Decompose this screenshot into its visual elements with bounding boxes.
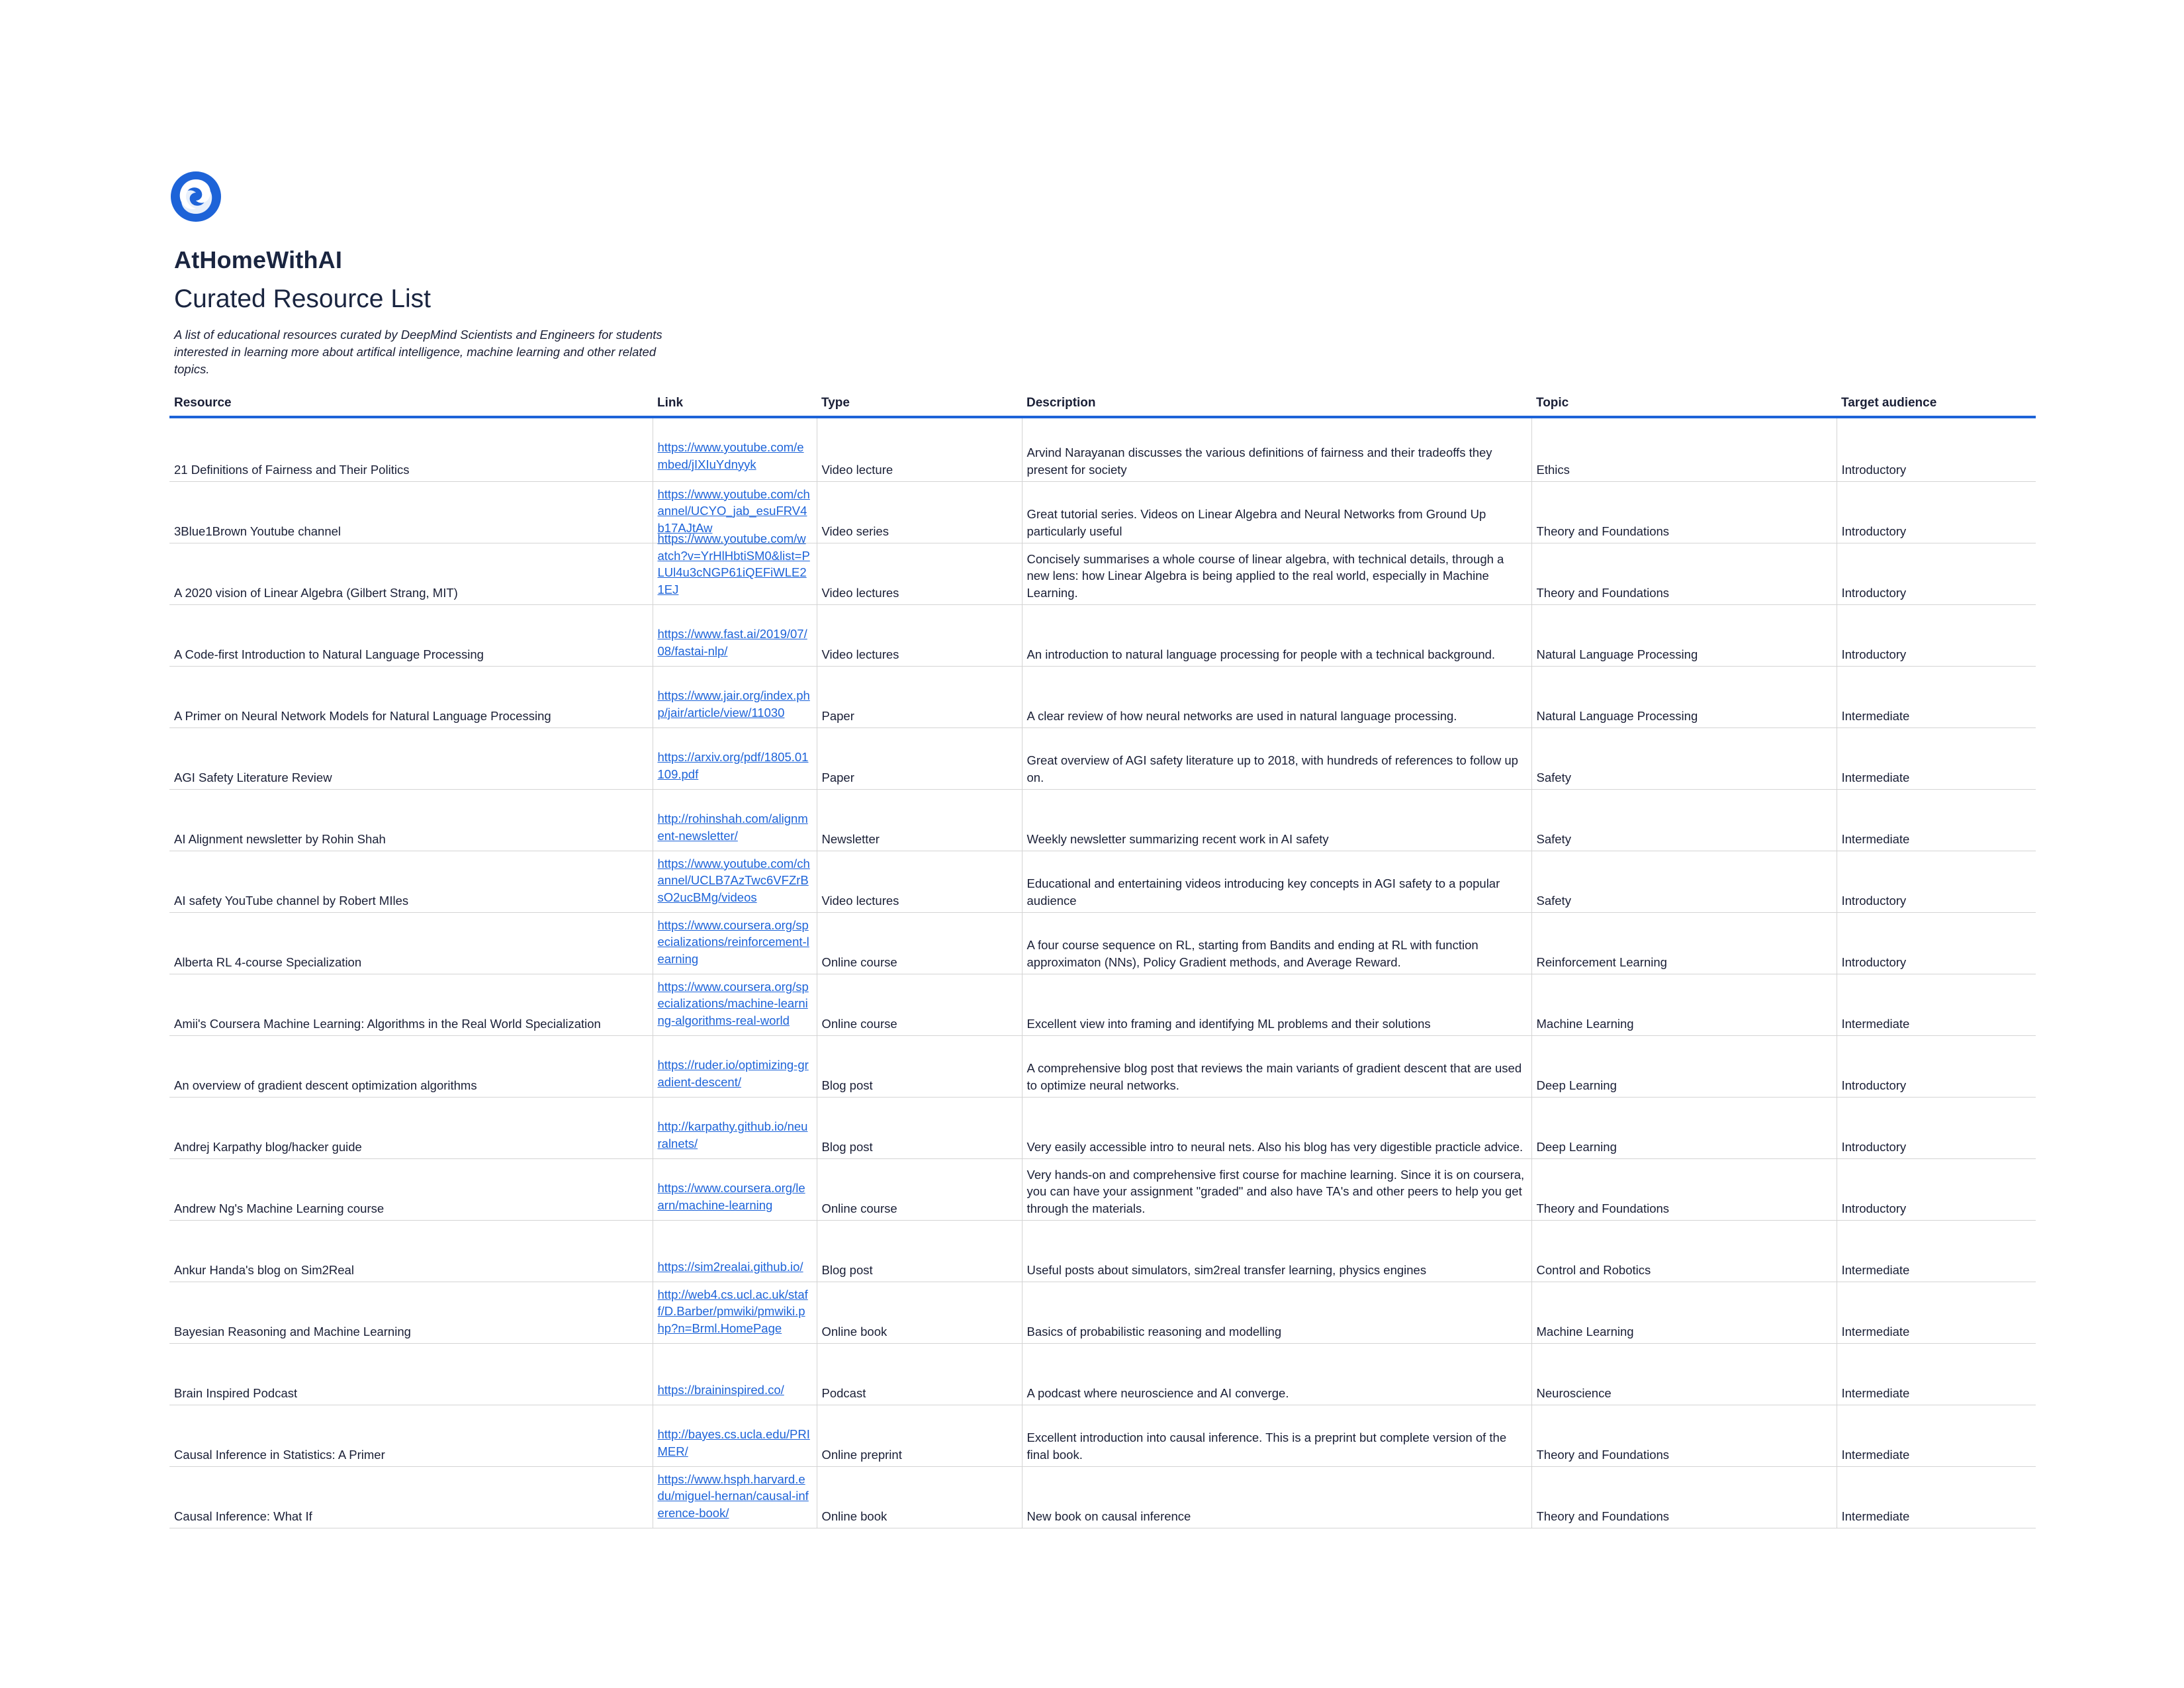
- link-cell: [653, 667, 817, 728]
- link-cell: [653, 532, 817, 605]
- description-cell: [1022, 417, 1531, 482]
- resource-link[interactable]: http://bayes.cs.ucla.edu/PRIMER/: [657, 1427, 810, 1458]
- description-cell: [1022, 1036, 1531, 1098]
- description-cell: [1022, 1098, 1531, 1159]
- topic-cell: [1531, 667, 1837, 728]
- audience-cell-text: Introductory: [1841, 585, 1907, 600]
- audience-cell-text: Intermediate: [1841, 1509, 1910, 1523]
- resource-cell: [169, 1405, 653, 1467]
- type-cell-text: Paper: [821, 708, 854, 723]
- topic-cell: [1531, 913, 1837, 974]
- link-cell: [653, 1036, 817, 1098]
- resource-cell: [169, 1036, 653, 1098]
- topic-cell-text: Theory and Foundations: [1536, 1201, 1670, 1215]
- topic-cell-text: Deep Learning: [1536, 1078, 1617, 1092]
- audience-cell-text: Introductory: [1841, 462, 1907, 477]
- type-cell-text: Video lectures: [821, 893, 899, 908]
- topic-cell-text: Deep Learning: [1536, 1139, 1617, 1154]
- resource-link[interactable]: http://web4.cs.ucl.ac.uk/staff/D.Barber/pmwiki/pmwiki.php?n=Brml.HomePage: [657, 1287, 808, 1335]
- type-cell-text: Online book: [821, 1324, 887, 1338]
- topic-cell: [1531, 417, 1837, 482]
- type-cell-text: Video lecture: [821, 462, 893, 477]
- resource-cell-text: Bayesian Reasoning and Machine Learning: [174, 1324, 411, 1338]
- description-cell-text: Basics of probabilistic reasoning and modelling: [1026, 1324, 1282, 1338]
- audience-cell: [1837, 1405, 2036, 1467]
- resource-table: [169, 395, 2036, 1528]
- description-cell: [1022, 1344, 1531, 1405]
- resource-cell: [169, 605, 653, 667]
- type-cell-text: Blog post: [821, 1078, 873, 1092]
- description-cell-text: A podcast where neuroscience and AI converge.: [1026, 1385, 1289, 1400]
- description-cell: [1022, 482, 1531, 543]
- description-cell: [1022, 728, 1531, 790]
- topic-cell: [1531, 974, 1837, 1036]
- resource-link[interactable]: https://ruder.io/optimizing-gradient-descent/: [657, 1058, 809, 1089]
- resource-link[interactable]: https://www.youtube.com/embed/jIXIuYdnyyk: [657, 440, 804, 471]
- audience-cell: [1837, 974, 2036, 1036]
- description-cell: [1022, 790, 1531, 851]
- description-cell-text: Weekly newsletter summarizing recent work in AI safety: [1026, 831, 1329, 846]
- resource-cell-text: Alberta RL 4-course Specialization: [174, 955, 362, 969]
- topic-cell: [1531, 1036, 1837, 1098]
- type-cell-text: Video lectures: [821, 647, 899, 661]
- table-row: [169, 790, 2036, 851]
- audience-cell-text: Introductory: [1841, 1201, 1907, 1215]
- description-cell-text: Excellent view into framing and identifying ML problems and their solutions: [1026, 1016, 1431, 1031]
- topic-cell: [1531, 482, 1837, 543]
- table-row: [169, 913, 2036, 974]
- table-row: [169, 482, 2036, 543]
- type-cell-text: Online course: [821, 1201, 897, 1215]
- topic-cell-text: Natural Language Processing: [1536, 647, 1698, 661]
- description-cell: [1022, 1467, 1531, 1528]
- resource-cell: [169, 728, 653, 790]
- topic-cell: [1531, 1467, 1837, 1528]
- audience-cell: [1837, 1221, 2036, 1282]
- audience-cell: [1837, 1098, 2036, 1159]
- table-row: [169, 1221, 2036, 1282]
- resource-cell-text: Amii's Coursera Machine Learning: Algorithms in the Real World Specialization: [174, 1016, 601, 1031]
- resource-cell-text: An overview of gradient descent optimization algorithms: [174, 1078, 477, 1092]
- resource-cell: [169, 1344, 653, 1405]
- link-cell: [653, 851, 817, 913]
- type-cell-text: Video series: [821, 524, 889, 538]
- description-cell-text: A comprehensive blog post that reviews the main variants of gradient descent that are used to optimize neural networks.: [1026, 1061, 1522, 1092]
- resource-link[interactable]: https://www.youtube.com/channel/UCLB7AzTwc6VFZrBsO2ucBMg/videos: [657, 856, 810, 904]
- description-cell-text: Great tutorial series. Videos on Linear Algebra and Neural Networks from Ground Up particularly useful: [1026, 507, 1486, 538]
- type-cell: [817, 605, 1022, 667]
- table-header-row: [169, 395, 2036, 417]
- type-cell-text: Online course: [821, 1016, 897, 1031]
- type-cell: [817, 482, 1022, 543]
- table-row: [169, 1098, 2036, 1159]
- link-cell: [653, 913, 817, 974]
- type-cell: [817, 974, 1022, 1036]
- link-cell: [653, 1221, 817, 1282]
- type-cell: [817, 1405, 1022, 1467]
- table-row: [169, 667, 2036, 728]
- resource-cell: [169, 543, 653, 605]
- table-row: [169, 1344, 2036, 1405]
- type-cell: [817, 851, 1022, 913]
- link-cell: [653, 605, 817, 667]
- audience-cell-text: Intermediate: [1841, 1262, 1910, 1277]
- topic-cell-text: Ethics: [1536, 462, 1570, 477]
- table-row: [169, 851, 2036, 913]
- resource-cell-text: Andrej Karpathy blog/hacker guide: [174, 1139, 362, 1154]
- description-cell: [1022, 1282, 1531, 1344]
- audience-cell: [1837, 1467, 2036, 1528]
- type-cell-text: Online preprint: [821, 1447, 902, 1462]
- description-cell: [1022, 667, 1531, 728]
- table-row: [169, 1036, 2036, 1098]
- audience-cell: [1837, 728, 2036, 790]
- description-cell-text: Useful posts about simulators, sim2real transfer learning, physics engines: [1026, 1262, 1427, 1277]
- description-cell-text: A four course sequence on RL, starting from Bandits and ending at RL with function approximaton (NNs), Policy Gradient methods, and Average Reward.: [1026, 938, 1479, 969]
- description-cell-text: A clear review of how neural networks are used in natural language processing.: [1026, 708, 1457, 723]
- link-cell: [653, 417, 817, 482]
- type-cell: [817, 1221, 1022, 1282]
- link-cell: [653, 1467, 817, 1528]
- description-cell-text: Great overview of AGI safety literature up to 2018, with hundreds of references to follow up on.: [1026, 753, 1518, 784]
- audience-cell: [1837, 605, 2036, 667]
- app-title: AtHomeWithAI: [174, 246, 343, 273]
- resource-cell-text: Andrew Ng's Machine Learning course: [174, 1201, 385, 1215]
- table-row: [169, 974, 2036, 1036]
- topic-cell-text: Machine Learning: [1536, 1016, 1634, 1031]
- resource-link[interactable]: https://www.coursera.org/learn/machine-learning: [657, 1181, 805, 1212]
- type-cell: [817, 1344, 1022, 1405]
- audience-cell: [1837, 913, 2036, 974]
- table-row: [169, 605, 2036, 667]
- description-cell: [1022, 543, 1531, 605]
- topic-cell: [1531, 605, 1837, 667]
- resource-cell: [169, 1221, 653, 1282]
- resource-link[interactable]: http://karpathy.github.io/neuralnets/: [657, 1119, 808, 1150]
- page-title: Curated Resource List: [174, 285, 432, 313]
- topic-cell: [1531, 1221, 1837, 1282]
- link-cell: [653, 1159, 817, 1221]
- description-cell: [1022, 1221, 1531, 1282]
- resource-link[interactable]: https://www.hsph.harvard.edu/miguel-hernan/causal-inference-book/: [657, 1472, 809, 1520]
- description-cell-text: Concisely summarises a whole course of linear algebra, with technical details, through a new lens: how Linear Algebra is being applied to the real world, especially in Machine Learning.: [1026, 551, 1504, 600]
- description-cell: [1022, 605, 1531, 667]
- audience-cell: [1837, 1159, 2036, 1221]
- resource-link[interactable]: https://arxiv.org/pdf/1805.01109.pdf: [657, 750, 809, 781]
- topic-cell: [1531, 1344, 1837, 1405]
- type-cell-text: Online course: [821, 955, 897, 969]
- resource-cell: [169, 974, 653, 1036]
- resource-cell-text: A Code-first Introduction to Natural Language Processing: [174, 647, 484, 661]
- description-cell: [1022, 851, 1531, 913]
- link-cell: [653, 728, 817, 790]
- table-row: [169, 1467, 2036, 1528]
- topic-cell-text: Safety: [1536, 893, 1571, 908]
- audience-cell: [1837, 543, 2036, 605]
- description-cell: [1022, 1405, 1531, 1467]
- description-cell: [1022, 1159, 1531, 1221]
- type-cell-text: Podcast: [821, 1385, 866, 1400]
- resource-cell: [169, 851, 653, 913]
- topic-cell-text: Neuroscience: [1536, 1385, 1612, 1400]
- topic-cell: [1531, 790, 1837, 851]
- type-cell-text: Newsletter: [821, 831, 880, 846]
- column-header-audience: Target audience: [1837, 395, 2036, 417]
- audience-cell: [1837, 667, 2036, 728]
- audience-cell: [1837, 1036, 2036, 1098]
- resource-cell-text: A 2020 vision of Linear Algebra (Gilbert Strang, MIT): [174, 585, 458, 600]
- description-cell-text: Excellent introduction into causal inference. This is a preprint but complete version of the final book.: [1026, 1430, 1507, 1462]
- link-cell: [653, 1344, 817, 1405]
- resource-cell-text: A Primer on Neural Network Models for Natural Language Processing: [174, 708, 551, 723]
- topic-cell-text: Control and Robotics: [1536, 1262, 1651, 1277]
- description-cell-text: Very easily accessible intro to neural nets. Also his blog has very digestible practicle advice.: [1026, 1139, 1524, 1154]
- resource-cell: [169, 667, 653, 728]
- link-cell: [653, 1282, 817, 1344]
- audience-cell-text: Intermediate: [1841, 1385, 1910, 1400]
- intro-text: A list of educational resources curated by DeepMind Scientists and Engineers for students interested in learning more about artifical intelligence, machine learning and other related topics.: [174, 328, 662, 376]
- topic-cell-text: Safety: [1536, 831, 1571, 846]
- resource-cell-text: Brain Inspired Podcast: [174, 1385, 298, 1400]
- resource-cell-text: AI safety YouTube channel by Robert MIles: [174, 893, 409, 908]
- audience-cell: [1837, 851, 2036, 913]
- resource-link[interactable]: https://sim2realai.github.io/: [657, 1259, 803, 1274]
- column-header-type: Type: [817, 395, 1022, 417]
- type-cell-text: Blog post: [821, 1139, 873, 1154]
- resource-cell: [169, 482, 653, 543]
- resource-cell: [169, 417, 653, 482]
- topic-cell: [1531, 1159, 1837, 1221]
- audience-cell-text: Introductory: [1841, 893, 1907, 908]
- description-cell-text: Very hands-on and comprehensive first course for machine learning. Since it is on coursera, you can have your assignment "graded" and also have TA's and other peers to help you get through the materials.: [1026, 1167, 1525, 1215]
- column-header-topic: Topic: [1531, 395, 1837, 417]
- resource-link[interactable]: https://www.fast.ai/2019/07/08/fastai-nlp/: [657, 627, 807, 658]
- topic-cell-text: Theory and Foundations: [1536, 1509, 1670, 1523]
- topic-cell: [1531, 851, 1837, 913]
- type-cell: [817, 1159, 1022, 1221]
- topic-cell-text: Theory and Foundations: [1536, 1447, 1670, 1462]
- resource-cell-text: 3Blue1Brown Youtube channel: [174, 524, 341, 538]
- topic-cell-text: Machine Learning: [1536, 1324, 1634, 1338]
- resource-cell-text: Causal Inference: What If: [174, 1509, 312, 1523]
- audience-cell-text: Intermediate: [1841, 1016, 1910, 1031]
- type-cell: [817, 1467, 1022, 1528]
- description-cell-text: An introduction to natural language processing for people with a technical background.: [1026, 647, 1496, 661]
- type-cell: [817, 728, 1022, 790]
- type-cell: [817, 667, 1022, 728]
- table-body: [169, 417, 2036, 1528]
- audience-cell-text: Introductory: [1841, 955, 1907, 969]
- type-cell: [817, 1036, 1022, 1098]
- type-cell: [817, 1098, 1022, 1159]
- resource-cell: [169, 913, 653, 974]
- resource-cell: [169, 1098, 653, 1159]
- deepmind-swirl-icon: [169, 170, 222, 223]
- audience-cell-text: Intermediate: [1841, 1324, 1910, 1338]
- table-row: [169, 1282, 2036, 1344]
- type-cell: [817, 1282, 1022, 1344]
- resource-link[interactable]: https://www.coursera.org/specializations/reinforcement-learning: [657, 917, 809, 966]
- resource-link[interactable]: https://www.coursera.org/specializations/machine-learning-algorithms-real-world: [657, 979, 809, 1027]
- audience-cell-text: Introductory: [1841, 1139, 1907, 1154]
- description-cell-text: Educational and entertaining videos introducing key concepts in AGI safety to a popular audience: [1026, 876, 1500, 908]
- topic-cell: [1531, 1405, 1837, 1467]
- audience-cell: [1837, 1344, 2036, 1405]
- audience-cell: [1837, 482, 2036, 543]
- resource-link[interactable]: https://www.youtube.com/channel/UCYO_jab_esuFRV4b17AJtAw: [657, 487, 810, 535]
- resource-cell: [169, 790, 653, 851]
- description-cell: [1022, 974, 1531, 1036]
- table-row: [169, 1159, 2036, 1221]
- type-cell-text: Paper: [821, 770, 854, 784]
- resource-cell: [169, 1467, 653, 1528]
- audience-cell-text: Intermediate: [1841, 708, 1910, 723]
- table-row: [169, 417, 2036, 482]
- audience-cell-text: Introductory: [1841, 647, 1907, 661]
- description-cell-text: New book on causal inference: [1026, 1509, 1191, 1523]
- audience-cell: [1837, 417, 2036, 482]
- audience-cell-text: Introductory: [1841, 1078, 1907, 1092]
- resource-cell: [169, 1159, 653, 1221]
- topic-cell: [1531, 1282, 1837, 1344]
- resource-cell-text: Ankur Handa's blog on Sim2Real: [174, 1262, 354, 1277]
- topic-cell: [1531, 728, 1837, 790]
- description-cell: [1022, 913, 1531, 974]
- topic-cell: [1531, 543, 1837, 605]
- type-cell-text: Video lectures: [821, 585, 899, 600]
- audience-cell: [1837, 1282, 2036, 1344]
- table-row: [169, 1405, 2036, 1467]
- resource-cell-text: 21 Definitions of Fairness and Their Politics: [174, 462, 410, 477]
- audience-cell-text: Intermediate: [1841, 831, 1910, 846]
- type-cell-text: Online book: [821, 1509, 887, 1523]
- audience-cell-text: Intermediate: [1841, 770, 1910, 784]
- description-cell-text: Arvind Narayanan discusses the various definitions of fairness and their tradeoffs they present for society: [1026, 445, 1492, 477]
- link-cell: [653, 974, 817, 1036]
- topic-cell-text: Theory and Foundations: [1536, 524, 1670, 538]
- type-cell: [817, 543, 1022, 605]
- table-row: [169, 543, 2036, 605]
- table-row: [169, 728, 2036, 790]
- topic-cell-text: Safety: [1536, 770, 1571, 784]
- link-cell: [653, 1098, 817, 1159]
- resource-link[interactable]: https://braininspired.co/: [657, 1382, 784, 1397]
- resource-cell-text: AGI Safety Literature Review: [174, 770, 332, 784]
- column-header-resource: Resource: [169, 395, 653, 417]
- column-header-description: Description: [1022, 395, 1531, 417]
- audience-cell: [1837, 790, 2036, 851]
- topic-cell-text: Theory and Foundations: [1536, 585, 1670, 600]
- type-cell-text: Blog post: [821, 1262, 873, 1277]
- column-header-link: Link: [653, 395, 817, 417]
- type-cell: [817, 913, 1022, 974]
- resource-cell-text: AI Alignment newsletter by Rohin Shah: [174, 831, 386, 846]
- type-cell: [817, 790, 1022, 851]
- resource-cell: [169, 1282, 653, 1344]
- audience-cell-text: Introductory: [1841, 524, 1907, 538]
- topic-cell: [1531, 1098, 1837, 1159]
- link-cell: [653, 1405, 817, 1467]
- resource-link[interactable]: http://rohinshah.com/alignment-newsletter/: [657, 812, 808, 843]
- resource-cell-text: Causal Inference in Statistics: A Primer: [174, 1447, 385, 1462]
- type-cell: [817, 417, 1022, 482]
- audience-cell-text: Intermediate: [1841, 1447, 1910, 1462]
- resource-link[interactable]: https://www.youtube.com/watch?v=YrHlHbtiSM0&list=PLUl4u3cNGP61iQEFiWLE21EJ: [657, 532, 810, 596]
- topic-cell-text: Natural Language Processing: [1536, 708, 1698, 723]
- link-cell: [653, 790, 817, 851]
- topic-cell-text: Reinforcement Learning: [1536, 955, 1667, 969]
- resource-link[interactable]: https://www.jair.org/index.php/jair/article/view/11030: [657, 688, 810, 720]
